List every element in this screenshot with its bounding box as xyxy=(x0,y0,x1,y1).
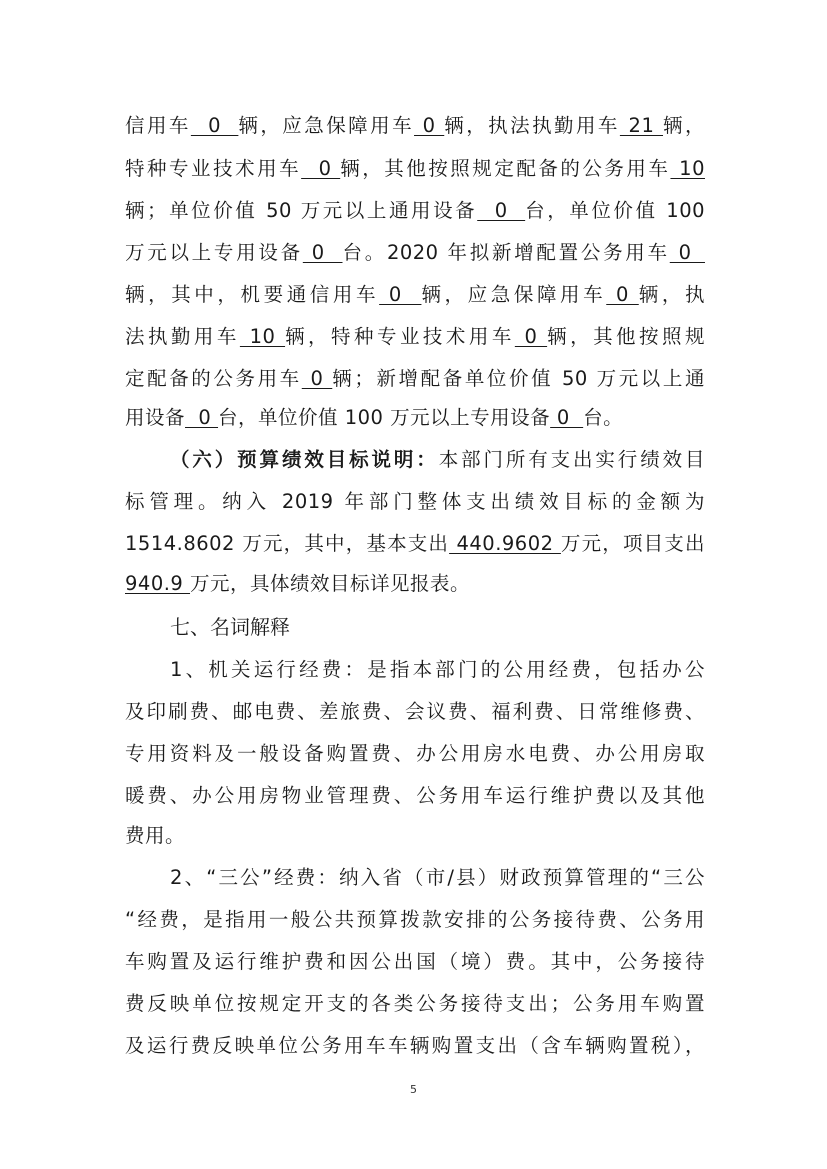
underlined-value: 940.9 xyxy=(125,572,191,595)
text-segment: 2、“三公”经费：纳入省（市/县）财政预算管理的“三公 xyxy=(170,866,705,889)
text-segment: 特种专业技术用车 xyxy=(125,157,302,180)
text-segment: 辆；新增配备单位价值 50 万元以上通 xyxy=(332,367,705,390)
text-segment: 信用车 xyxy=(125,114,191,137)
text-segment: 辆，特种专业技术用车 xyxy=(285,325,515,348)
underlined-value: 21 xyxy=(619,114,664,137)
underlined-value: 0 xyxy=(379,283,422,306)
text-segment: 1514.8602 万元，其中，基本支出 xyxy=(125,532,450,555)
term-one-line-1 xyxy=(170,650,705,690)
section-subheading: （六）预算绩效目标说明： xyxy=(170,448,439,471)
underlined-value: 0 xyxy=(606,283,639,306)
performance-line-3 xyxy=(125,524,705,564)
text-segment: 法执勤用车 xyxy=(125,325,240,348)
text-segment: 费反映单位按规定开支的各类公务接待支出；公务用车购置 xyxy=(125,992,705,1015)
underlined-value: 0 xyxy=(550,406,584,429)
term-one-line-3 xyxy=(125,734,705,774)
text-segment: 辆；单位价值 50 万元以上通用设备 xyxy=(125,199,478,222)
section-heading: 七、名词解释 xyxy=(170,615,290,639)
text-segment: 万元，具体绩效目标详见报表。 xyxy=(190,572,471,595)
text-segment: 万元以上专用设备 xyxy=(125,241,303,264)
text-segment: 辆，其中，机要通信用车 xyxy=(125,283,380,306)
text-segment: 及运行费反映单位公务用车车辆购置支出（含车辆购置税）， xyxy=(125,1034,705,1057)
text-segment: 及印刷费、邮电费、差旅费、会议费、福利费、日常维修费、 xyxy=(125,700,705,723)
underlined-value: 0 xyxy=(190,114,239,137)
text-segment: 辆，其他按照规 xyxy=(547,325,705,348)
vehicles-line-4 xyxy=(125,233,705,273)
underlined-value: 0 xyxy=(514,325,548,348)
vehicles-line-7 xyxy=(125,359,705,399)
text-segment: 辆， xyxy=(663,114,705,137)
term-two-line-5 xyxy=(125,1026,705,1066)
page-number: 5 xyxy=(410,1083,417,1096)
text-segment: 费用。 xyxy=(125,824,186,847)
term-two-line-1 xyxy=(170,858,705,898)
text-segment: 台。 xyxy=(583,406,624,429)
vehicles-line-3 xyxy=(125,191,705,231)
underlined-value: 0 xyxy=(185,406,219,429)
text-segment: 用设备 xyxy=(125,406,186,429)
vehicles-line-8 xyxy=(125,398,705,438)
text-segment: 辆，执 xyxy=(638,283,705,306)
term-two-line-4 xyxy=(125,984,705,1024)
text-segment: 1、机关运行经费：是指本部门的公用经费，包括办公 xyxy=(170,658,705,681)
underlined-value: 0 xyxy=(301,367,333,390)
text-segment: 车购置及运行维护费和因公出国（境）费。其中，公务接待 xyxy=(125,950,705,973)
underlined-value: 0 xyxy=(477,199,526,222)
text-segment: 辆，应急保障用车 xyxy=(238,114,415,137)
underlined-value: 10 xyxy=(670,157,705,180)
underlined-value: 10 xyxy=(239,325,286,348)
vehicles-line-5 xyxy=(125,275,705,315)
term-one-line-4 xyxy=(125,776,705,816)
vehicles-line-6 xyxy=(125,317,705,357)
text-segment: 辆，应急保障用车 xyxy=(421,283,607,306)
term-two-line-3 xyxy=(125,942,705,982)
performance-line-1 xyxy=(170,440,705,480)
underlined-value: 0 xyxy=(302,241,343,264)
underlined-value: 0 xyxy=(414,114,445,137)
underlined-value: 0 xyxy=(669,241,705,264)
underlined-value: 0 xyxy=(301,157,341,180)
performance-line-2 xyxy=(125,482,705,522)
text-segment: 万元，项目支出 xyxy=(560,532,705,555)
text-segment: 辆，其他按照规定配备的公务用车 xyxy=(340,157,671,180)
term-two-line-2 xyxy=(125,900,705,940)
text-segment: 台，单位价值 100 万元以上专用设备 xyxy=(218,406,551,429)
text-segment: 定配备的公务用车 xyxy=(125,367,302,390)
text-segment: 台。2020 年拟新增配置公务用车 xyxy=(342,241,670,264)
text-segment: 暖费、办公用房物业管理费、公务用车运行维护费以及其他 xyxy=(125,784,705,807)
vehicles-line-1 xyxy=(125,106,705,146)
vehicles-line-2 xyxy=(125,149,705,189)
term-one-line-5 xyxy=(125,816,705,856)
underlined-value: 440.9602 xyxy=(449,532,561,555)
text-segment: 标管理。纳入 2019 年部门整体支出绩效目标的金额为 xyxy=(125,490,705,513)
text-segment: 专用资料及一般设备购置费、办公用房水电费、办公用房取 xyxy=(125,742,705,765)
text-segment: 台，单位价值 100 xyxy=(525,199,706,222)
text-segment: 本部门所有支出实行绩效目 xyxy=(438,448,705,471)
term-one-line-2 xyxy=(125,692,705,732)
performance-line-4 xyxy=(125,564,705,604)
text-segment: “经费，是指用一般公共预算拨款安排的公务接待费、公务用 xyxy=(125,908,705,931)
text-segment: 辆，执法执勤用车 xyxy=(444,114,620,137)
